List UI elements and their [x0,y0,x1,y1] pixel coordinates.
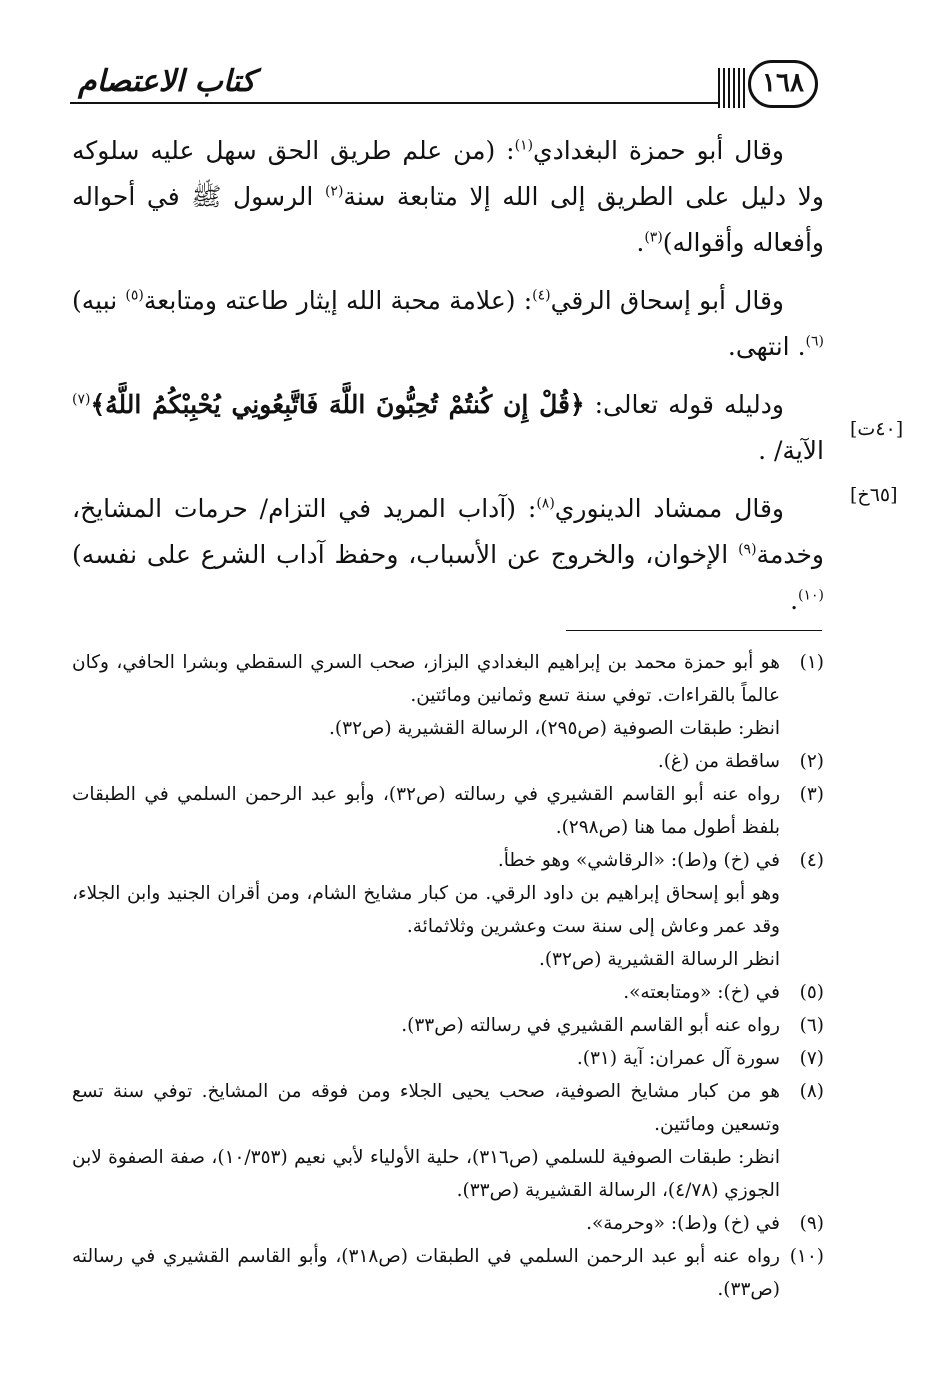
footnote-item [72,1009,824,1042]
footnote-item [72,778,824,844]
text-run: : (علامة محبة الله إيثار طاعته ومتابعة [143,286,533,315]
paragraph-abu-ishaq [72,278,824,370]
footnote-item [72,844,824,976]
footnote-item [72,976,824,1009]
footnote-separator [566,630,822,631]
footnote-item [72,1042,824,1075]
quran-verse: ﴿قُلْ إِن كُنتُمْ تُحِبُّونَ اللَّهَ فَاتَّبِعُونِي يُحْبِبْكُمُ اللَّهُ﴾ [90,390,585,419]
text-run: الآية/ . [758,436,824,465]
footnote-body [72,976,780,1009]
footnote-body [72,1207,780,1240]
footnote-body [72,745,780,778]
text-run: : (آداب المريد في التزام/ حرمات المشايخ، وخدمة [72,494,824,569]
footnote-ref-4[interactable]: (٤) [532,287,551,304]
footnote-number: (١) [799,652,824,673]
footnote-text: ساقطة من (غ). [657,751,780,772]
margin-note-manuscript-kh: [٦٥خ] [850,484,898,506]
footnote-text: رواه عنه أبو القاسم القشيري في رسالته (ص٣٣). [401,1015,780,1036]
footnote-text: هو أبو حمزة محمد بن إبراهيم البغدادي البزاز، صحب السري السقطي وبشرا الحافي، وكان عالماً بالقراءات. توفي سنة تسع وثمانين ومائتين. [72,652,780,706]
footnote-item [72,1207,824,1240]
footnote-item [72,1075,824,1207]
text-run: . انتهى. [727,332,806,361]
header-rule [70,102,718,104]
page-header [70,54,830,114]
footnote-ref-2[interactable]: (٢) [324,183,344,200]
paragraph-evidence [72,382,824,474]
footnote-ref-8[interactable]: (٨) [536,495,555,512]
footnote-text: رواه عنه أبو عبد الرحمن السلمي في الطبقات (ص٣١٨)، وأبو القاسم القشيري في رسالته (ص٣٣). [72,1246,780,1300]
footnote-number: (٤) [799,850,824,871]
footnote-number: (٧) [799,1048,824,1069]
footnote-ref-5[interactable]: (٥) [125,287,144,304]
footnote-body [72,1009,780,1042]
text-run: . [790,586,799,615]
footnote-number: (٨) [799,1081,824,1102]
footnote-item [72,1240,824,1306]
ornament-bars [718,68,748,108]
footnote-item [72,646,824,745]
text-run: وقال ممشاد الدينوري [554,494,784,523]
footnote-ref-6[interactable]: (٦) [805,333,824,350]
paragraph-mimshad [72,486,824,624]
footnote-body [72,1042,780,1075]
footnote-text: في (خ) و(ط): «الرقاشي» وهو خطأ. [497,850,780,871]
footnote-number: (١٠) [789,1246,824,1267]
book-title: كتاب الاعتصام [78,64,256,99]
footnote-ref-1[interactable]: (١) [514,137,534,154]
footnote-ref-10[interactable]: (١٠) [798,587,824,604]
footnote-text: في (خ) و(ط): «وحرمة». [586,1213,780,1234]
text-run: نبيه) [72,286,126,315]
footnote-text: انظر: طبقات الصوفية للسلمي (ص٣١٦)، حلية الأولياء لأبي نعيم (١٠/٣٥٣)، صفة الصفوة لابن الجوزي (٤/٧٨)، الرسالة القشيرية (ص٣٣). [72,1147,780,1201]
footnote-body [72,1075,780,1207]
footnote-text: سورة آل عمران: آية (٣١). [576,1048,780,1069]
main-text [72,128,824,636]
text-run: : (من علم طريق الحق سهل عليه سلوكه ولا دليل على الطريق إلى الله إلا متابعة سنة [72,136,824,211]
footnote-ref-3[interactable]: (٣) [644,229,663,246]
paragraph-abu-hamza [72,128,824,266]
footnote-number: (٣) [799,784,824,805]
footnote-text: هو من كبار مشايخ الصوفية، صحب يحيى الجلاء ومن فوقه من المشايخ. توفي سنة تسع وتسعين ومائتين. [72,1081,780,1135]
footnote-number: (٩) [799,1213,824,1234]
text-run: الرسول ﷺ في أحواله وأفعاله وأقواله) [72,182,824,257]
text-run: وقال أبو حمزة البغدادي [533,136,784,165]
footnote-text: رواه عنه أبو القاسم القشيري في رسالته (ص٣٢)، وأبو عبد الرحمن السلمي في الطبقات بلفظ أطول مما هنا (ص٢٩٨). [72,784,780,838]
footnote-text: وهو أبو إسحاق إبراهيم بن داود الرقي. من كبار مشايخ الشام، ومن أقران الجنيد وابن الجلاء، وقد عمر وعاش إلى سنة ست وعشرين وثلاثمائة. [72,883,780,937]
footnote-body [72,778,780,844]
text-run: وقال أبو إسحاق الرقي [550,286,784,315]
footnote-ref-9[interactable]: (٩) [738,541,757,558]
text-run: ودليله قوله تعالى: [584,390,784,419]
footnote-ref-7[interactable]: (٧) [72,391,91,408]
footnote-number: (٦) [799,1015,824,1036]
footnote-body [72,844,780,976]
margin-note-manuscript-t: [٤٠ت] [850,418,904,440]
page-number: ١٦٨ [748,60,818,108]
text-run: الإخوان، والخروج عن الأسباب، وحفظ آداب الشرع على نفسه) [72,540,739,569]
footnote-text: انظر الرسالة القشيرية (ص٣٢). [538,949,780,970]
page-number-ornament [718,60,820,114]
footnote-body [72,1240,780,1306]
footnote-text: في (خ): «ومتابعته». [623,982,780,1003]
footnote-text: انظر: طبقات الصوفية (ص٢٩٥)، الرسالة القشيرية (ص٣٢). [329,718,780,739]
footnote-number: (٢) [799,751,824,772]
text-run: . [636,228,645,257]
footnote-number: (٥) [799,982,824,1003]
footnote-body [72,646,780,745]
footnote-item [72,745,824,778]
footnotes-section [72,646,824,1306]
